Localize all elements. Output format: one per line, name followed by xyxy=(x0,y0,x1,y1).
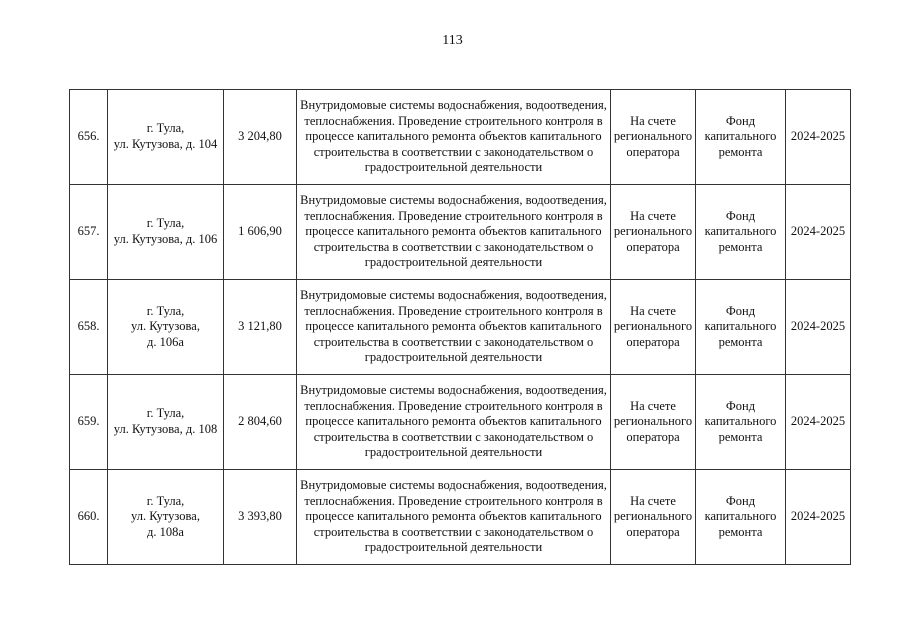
period-cell: 2024-2025 xyxy=(786,185,851,280)
work-description-cell: Внутридомовые системы водоснабжения, водоотведения, теплоснабжения. Проведение строительного контроля в процессе капитального ремонта объектов капитального строительства в соответствии с законодательством о градостроительной деятельности xyxy=(300,98,607,175)
table-row xyxy=(70,280,851,375)
table-row xyxy=(70,375,851,470)
row-number: 658. xyxy=(70,280,108,375)
area-cell: 2 804,60 xyxy=(224,375,297,470)
account-cell: На счете регионального оператора xyxy=(611,470,696,565)
account-cell: На счете регионального оператора xyxy=(611,375,696,470)
row-number: 657. xyxy=(70,185,108,280)
account-cell: На счете регионального оператора xyxy=(611,185,696,280)
area-cell: 3 393,80 xyxy=(224,470,297,565)
page-number: 113 xyxy=(442,33,463,48)
area-cell: 3 204,80 xyxy=(224,90,297,185)
period-cell: 2024-2025 xyxy=(786,470,851,565)
address-cell: г. Тула, ул. Кутузова, д. 108а xyxy=(131,493,200,539)
table-row xyxy=(70,185,851,280)
area-cell: 1 606,90 xyxy=(224,185,297,280)
period-cell: 2024-2025 xyxy=(786,375,851,470)
fund-cell: Фонд капитального ремонта xyxy=(696,470,786,565)
row-number: 660. xyxy=(70,470,108,565)
address-cell: г. Тула, ул. Кутузова, д. 104 xyxy=(113,121,218,151)
address-cell: г. Тула, ул. Кутузова, д. 106 xyxy=(113,216,218,246)
row-number: 659. xyxy=(70,375,108,470)
area-cell: 3 121,80 xyxy=(224,280,297,375)
account-cell: На счете регионального оператора xyxy=(611,280,696,375)
period-cell: 2024-2025 xyxy=(786,280,851,375)
row-number: 656. xyxy=(70,90,108,185)
work-description-cell: Внутридомовые системы водоснабжения, водоотведения, теплоснабжения. Проведение строительного контроля в процессе капитального ремонта объектов капитального строительства в соответствии с законодательством о градостроительной деятельности xyxy=(300,383,607,460)
period-cell: 2024-2025 xyxy=(786,90,851,185)
address-cell: г. Тула, ул. Кутузова, д. 108 xyxy=(113,406,218,436)
fund-cell: Фонд капитального ремонта xyxy=(696,185,786,280)
table-row xyxy=(70,470,851,565)
work-description-cell: Внутридомовые системы водоснабжения, водоотведения, теплоснабжения. Проведение строительного контроля в процессе капитального ремонта объектов капитального строительства в соответствии с законодательством о градостроительной деятельности xyxy=(300,478,607,555)
work-description-cell: Внутридомовые системы водоснабжения, водоотведения, теплоснабжения. Проведение строительного контроля в процессе капитального ремонта объектов капитального строительства в соответствии с законодательством о градостроительной деятельности xyxy=(300,193,607,270)
fund-cell: Фонд капитального ремонта xyxy=(696,375,786,470)
work-description-cell: Внутридомовые системы водоснабжения, водоотведения, теплоснабжения. Проведение строительного контроля в процессе капитального ремонта объектов капитального строительства в соответствии с законодательством о градостроительной деятельности xyxy=(300,288,607,365)
address-cell: г. Тула, ул. Кутузова, д. 106а xyxy=(131,303,200,349)
fund-cell: Фонд капитального ремонта xyxy=(696,90,786,185)
table-row xyxy=(70,90,851,185)
works-table xyxy=(69,89,851,565)
account-cell: На счете регионального оператора xyxy=(611,90,696,185)
fund-cell: Фонд капитального ремонта xyxy=(696,280,786,375)
